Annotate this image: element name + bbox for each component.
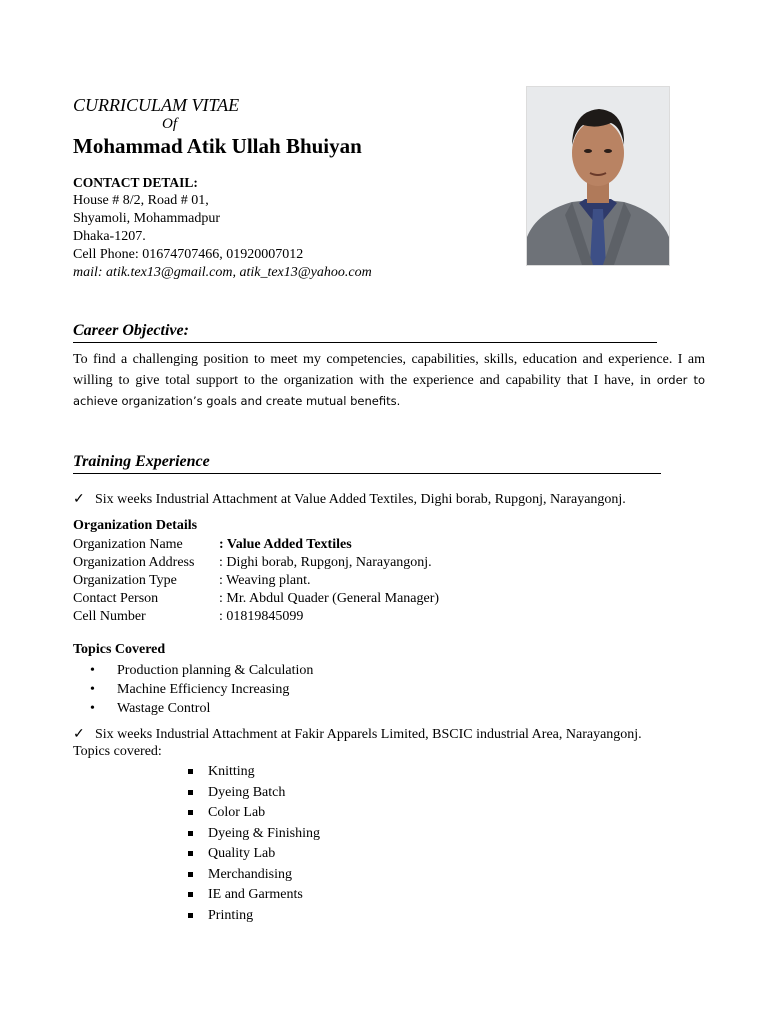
list-item <box>180 803 320 824</box>
address-line-3: Dhaka-1207. <box>73 229 146 244</box>
email-line: mail: atik.tex13@gmail.com, atik_tex13@yahoo.com <box>73 265 372 280</box>
org-row <box>73 554 439 572</box>
list-item <box>73 699 313 718</box>
attachment-1 <box>73 491 626 508</box>
career-objective-text <box>73 350 705 412</box>
topic-text: Quality Lab <box>208 846 276 861</box>
square-bullet-icon <box>188 851 193 856</box>
list-item <box>73 661 313 680</box>
topic-text: Wastage Control <box>117 701 211 716</box>
bullet-icon: • <box>90 663 95 678</box>
org-value: : 01819845099 <box>219 609 304 624</box>
topic-text: Dyeing Batch <box>208 784 286 800</box>
cv-title: CURRICULAM VITAE <box>73 95 240 115</box>
square-bullet-icon <box>188 769 193 774</box>
career-objective-heading: Career Objective: <box>73 322 189 339</box>
list-item <box>180 762 320 783</box>
topic-text: IE and Garments <box>208 887 303 902</box>
checkmark-icon: ✓ <box>73 727 85 742</box>
list-item <box>180 885 320 906</box>
topics-covered-heading: Topics Covered <box>73 642 166 657</box>
attachment-1-text: Six weeks Industrial Attachment at Value Added Textiles, Dighi borab, Rupgonj, Narayangonj. <box>95 492 626 507</box>
topics-covered-2-heading: Topics covered: <box>73 744 162 759</box>
bullet-icon: • <box>90 701 95 716</box>
cv-of: Of <box>162 116 177 132</box>
org-value: : Dighi borab, Rupgonj, Narayangonj. <box>219 555 432 570</box>
list-item <box>180 824 320 845</box>
topic-text: Merchandising <box>208 866 292 882</box>
org-value: : Weaving plant. <box>219 573 311 588</box>
organization-details-heading: Organization Details <box>73 518 198 533</box>
topic-text: Color Lab <box>208 805 266 820</box>
career-divider <box>73 342 657 343</box>
candidate-name: Mohammad Atik Ullah Bhuiyan <box>73 134 362 158</box>
org-value: : Mr. Abdul Quader (General Manager) <box>219 591 440 606</box>
org-row <box>73 608 439 626</box>
org-key: Organization Name <box>73 537 183 552</box>
profile-photo <box>526 86 670 266</box>
list-item <box>180 844 320 865</box>
org-key: Cell Number <box>73 609 146 624</box>
topic-text: Printing <box>208 907 254 923</box>
training-experience-heading: Training Experience <box>73 453 210 470</box>
list-item <box>180 906 320 927</box>
org-key: Organization Type <box>73 573 177 588</box>
topic-text: Dyeing & Finishing <box>208 825 321 841</box>
org-value: : Value Added Textiles <box>219 537 352 552</box>
topics-list-2 <box>180 762 320 926</box>
checkmark-icon: ✓ <box>73 492 85 507</box>
objective-main: To find a challenging position to meet my competencies, capabilities, skills, education and experience. I am willing to give total support to the organization with the experience and capability that I have, in <box>73 352 705 388</box>
attachment-2 <box>73 726 642 743</box>
training-divider <box>73 473 661 474</box>
organization-details-table <box>73 536 439 626</box>
org-row <box>73 572 439 590</box>
org-key: Organization Address <box>73 555 195 570</box>
square-bullet-icon <box>188 872 193 877</box>
square-bullet-icon <box>188 790 193 795</box>
contact-block <box>73 174 372 282</box>
topic-text: Machine Efficiency Increasing <box>117 682 290 697</box>
list-item <box>180 783 320 804</box>
contact-heading: CONTACT DETAIL: <box>73 175 198 190</box>
list-item <box>180 865 320 886</box>
square-bullet-icon <box>188 810 193 815</box>
square-bullet-icon <box>188 913 193 918</box>
org-row <box>73 536 439 554</box>
address-line-2: Shyamoli, Mohammadpur <box>73 211 220 226</box>
attachment-2-text: Six weeks Industrial Attachment at Fakir Apparels Limited, BSCIC industrial Area, Narayangonj. <box>95 727 642 742</box>
topics-list-1 <box>73 661 313 718</box>
org-row <box>73 590 439 608</box>
topic-text: Production planning & Calculation <box>117 663 314 678</box>
objective-tail: order to achieve organization’s goals and create mutual benefits. <box>73 373 705 408</box>
topic-text: Knitting <box>208 764 255 779</box>
cell-phone: Cell Phone: 01674707466, 01920007012 <box>73 247 304 262</box>
bullet-icon: • <box>90 682 95 697</box>
square-bullet-icon <box>188 831 193 836</box>
portrait-illustration <box>527 87 669 265</box>
list-item <box>73 680 313 699</box>
org-key: Contact Person <box>73 591 159 606</box>
square-bullet-icon <box>188 892 193 897</box>
address-line-1: House # 8/2, Road # 01, <box>73 193 209 208</box>
